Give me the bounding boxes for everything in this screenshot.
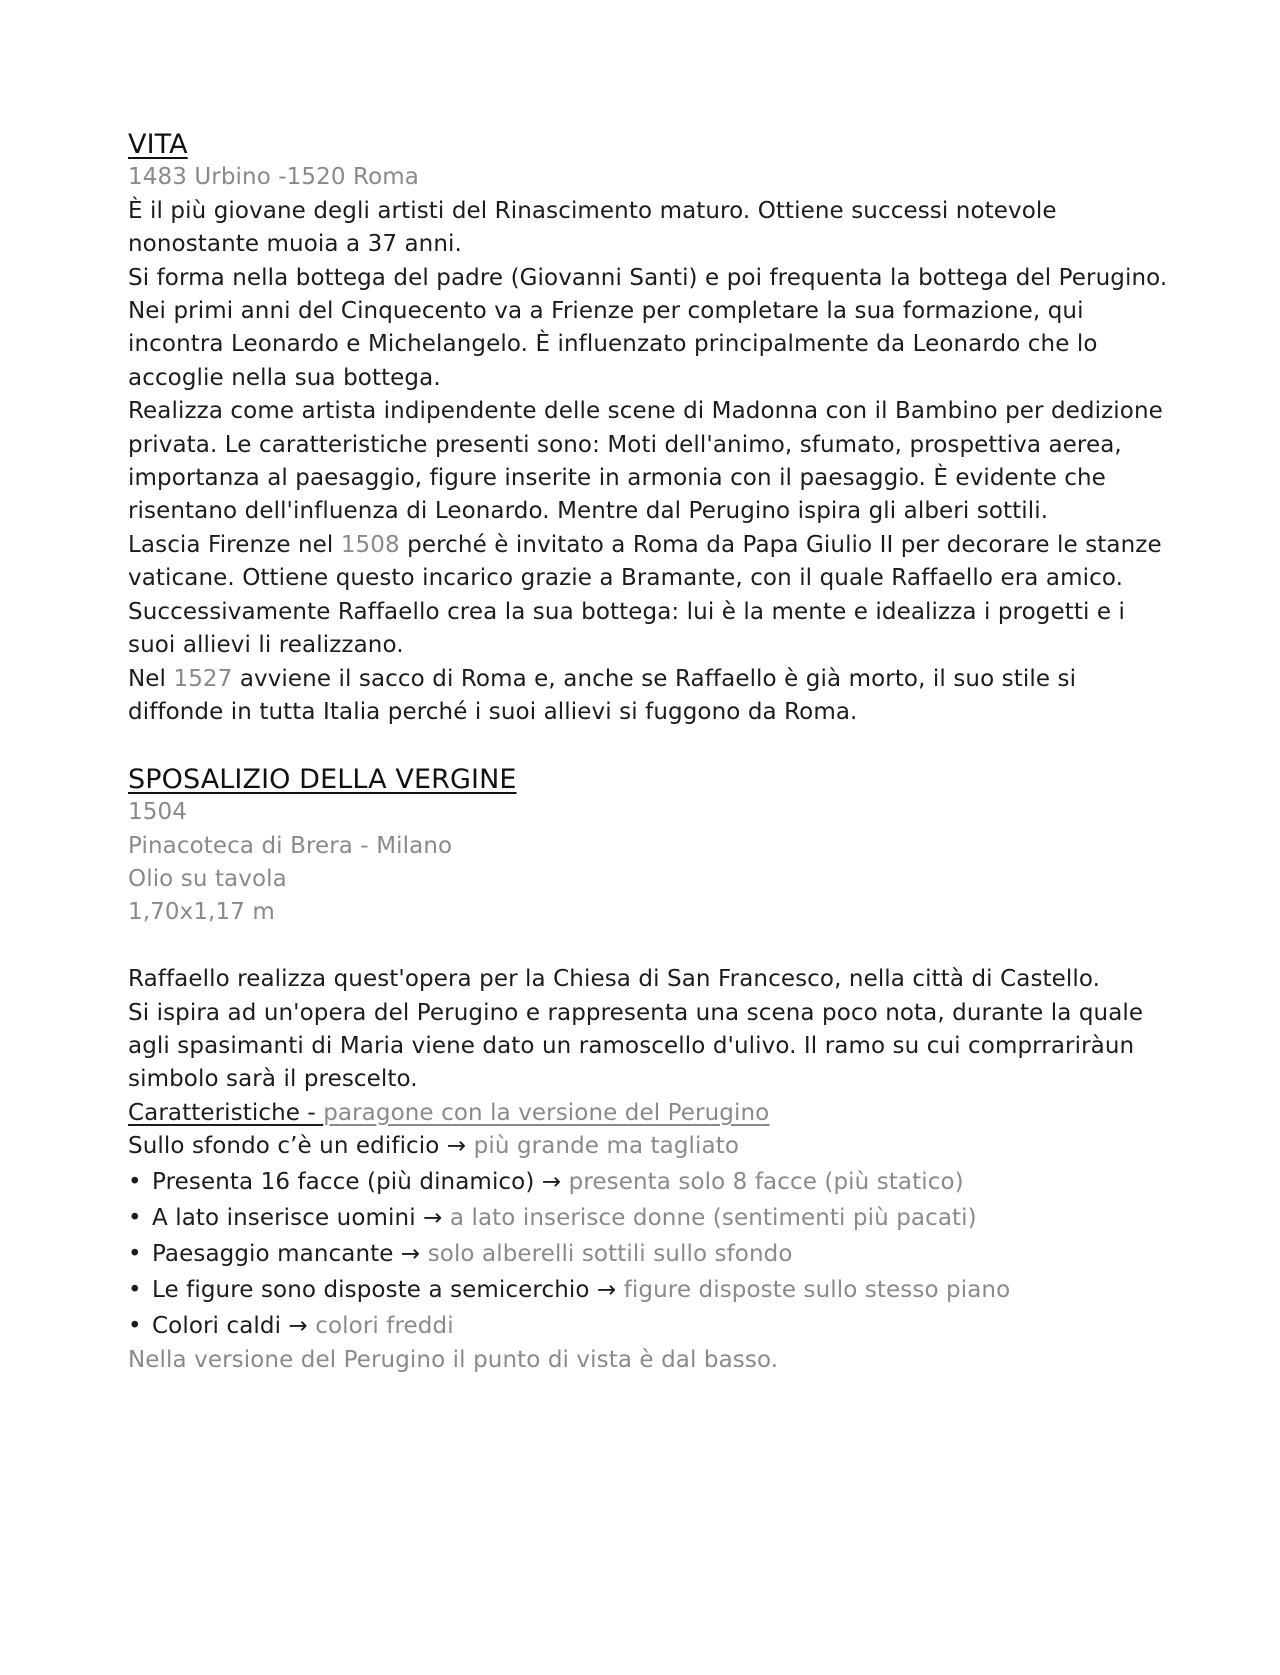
list-item-perugino: solo alberelli sottili sullo sfondo <box>427 1240 793 1267</box>
bullet-icon: • <box>128 1204 142 1231</box>
document-body <box>128 128 1168 1377</box>
list-item-raffaello: A lato inserisce uomini → <box>152 1204 450 1231</box>
comparison-list <box>128 1164 1168 1344</box>
list-item <box>128 1308 1168 1344</box>
list-item-raffaello: Colori caldi → <box>152 1312 316 1339</box>
vita-paragraph-1: È il più giovane degli artisti del Rinascimento maturo. Ottiene successi notevole nonostante muoia a 37 anni. <box>128 197 1057 258</box>
bullet-icon: • <box>128 1276 142 1303</box>
sfondo-raffaello: Sullo sfondo c’è un edificio → <box>128 1133 474 1160</box>
bullet-icon: • <box>128 1240 142 1267</box>
list-item <box>128 1272 1168 1308</box>
bullet-icon: • <box>128 1312 142 1339</box>
vita-year-1508: 1508 <box>340 531 400 558</box>
sposalizio-size: 1,70x1,17 m <box>128 899 275 926</box>
vita-heading: VITA <box>128 129 188 160</box>
sfondo-line <box>128 1130 1168 1163</box>
vita-paragraph-2: Si forma nella bottega del padre (Giovanni Santi) e poi frequenta la bottega del Perugino. <box>128 264 1168 291</box>
list-item-perugino: figure disposte sullo stesso piano <box>623 1276 1011 1303</box>
list-item-perugino: colori freddi <box>315 1312 454 1339</box>
sposalizio-paragraph-2: Si ispira ad un'opera del Perugino e rappresenta una scena poco nota, durante la quale agli spasimanti di Maria viene dato un ramoscello d'ulivo. Il ramo su cui comprrariràun simbolo sarà il prescelto. <box>128 999 1144 1093</box>
list-item-raffaello: Paesaggio mancante → <box>152 1240 428 1267</box>
vita-paragraph-4: Realizza come artista indipendente delle scene di Madonna con il Bambino per dedizione privata. Le caratteristiche presenti sono: Moti dell'animo, sfumato, prospettiva aerea, importanza al paesaggio, figure inserite in armonia con il paesaggio. È evidente che risentano dell'influenza di Leonardo. Mentre dal Perugino ispira gli alberi sottili. <box>128 398 1163 525</box>
vita-paragraph-7-start: Nel <box>128 665 174 692</box>
list-item-raffaello: Le figure sono disposte a semicerchio → <box>152 1276 624 1303</box>
vita-paragraph-6: Successivamente Raffaello crea la sua bottega: lui è la mente e idealizza i progetti e i suoi allievi li realizzano. <box>128 598 1126 659</box>
vita-paragraph-3: Nei primi anni del Cinquecento va a Frienze per completare la sua formazione, qui incontra Leonardo e Michelangelo. È influenzato principalmente da Leonardo che lo accoglie nella sua bottega. <box>128 298 1098 391</box>
vita-dates: 1483 Urbino -1520 Roma <box>128 164 419 191</box>
list-item <box>128 1164 1168 1200</box>
bullet-icon: • <box>128 1168 142 1195</box>
list-item-perugino: a lato inserisce donne (sentimenti più pacati) <box>449 1204 977 1231</box>
list-item-perugino: presenta solo 8 facce (più statico) <box>568 1168 964 1195</box>
sposalizio-heading: SPOSALIZIO DELLA VERGINE <box>128 763 517 795</box>
closing-note: Nella versione del Perugino il punto di vista è dal basso. <box>128 1346 779 1373</box>
characteristics-label: Caratteristiche - <box>128 1099 324 1126</box>
sposalizio-year: 1504 <box>128 799 187 826</box>
sposalizio-technique: Olio su tavola <box>128 865 287 892</box>
vita-year-1527: 1527 <box>173 665 233 692</box>
sposalizio-location: Pinacoteca di Brera - Milano <box>128 832 453 859</box>
spacer <box>128 930 1168 963</box>
vita-paragraph-7-end: avviene il sacco di Roma e, anche se Raffaello è già morto, il suo stile si diffonde in tutta Italia perché i suoi allievi si fuggono da Roma. <box>128 665 1077 725</box>
characteristics-comparison: paragone con la versione del Perugino <box>323 1099 770 1126</box>
list-item <box>128 1200 1168 1236</box>
list-item <box>128 1236 1168 1272</box>
vita-paragraph-5-end: perché è invitato a Roma da Papa Giulio II per decorare le stanze vaticane. Ottiene questo incarico grazie a Bramante, con il quale Raffaello era amico. <box>128 531 1162 592</box>
vita-paragraph-5 <box>128 529 1168 596</box>
sfondo-perugino: più grande ma tagliato <box>473 1133 740 1160</box>
spacer <box>128 729 1168 762</box>
list-item-raffaello: Presenta 16 facce (più dinamico) → <box>152 1168 569 1195</box>
sposalizio-paragraph-1: Raffaello realizza quest'opera per la Chiesa di San Francesco, nella città di Castello. <box>128 966 1101 993</box>
characteristics-heading <box>128 1097 1168 1130</box>
vita-paragraph-5-start: Lascia Firenze nel <box>128 531 341 558</box>
vita-paragraph-7 <box>128 663 1168 730</box>
